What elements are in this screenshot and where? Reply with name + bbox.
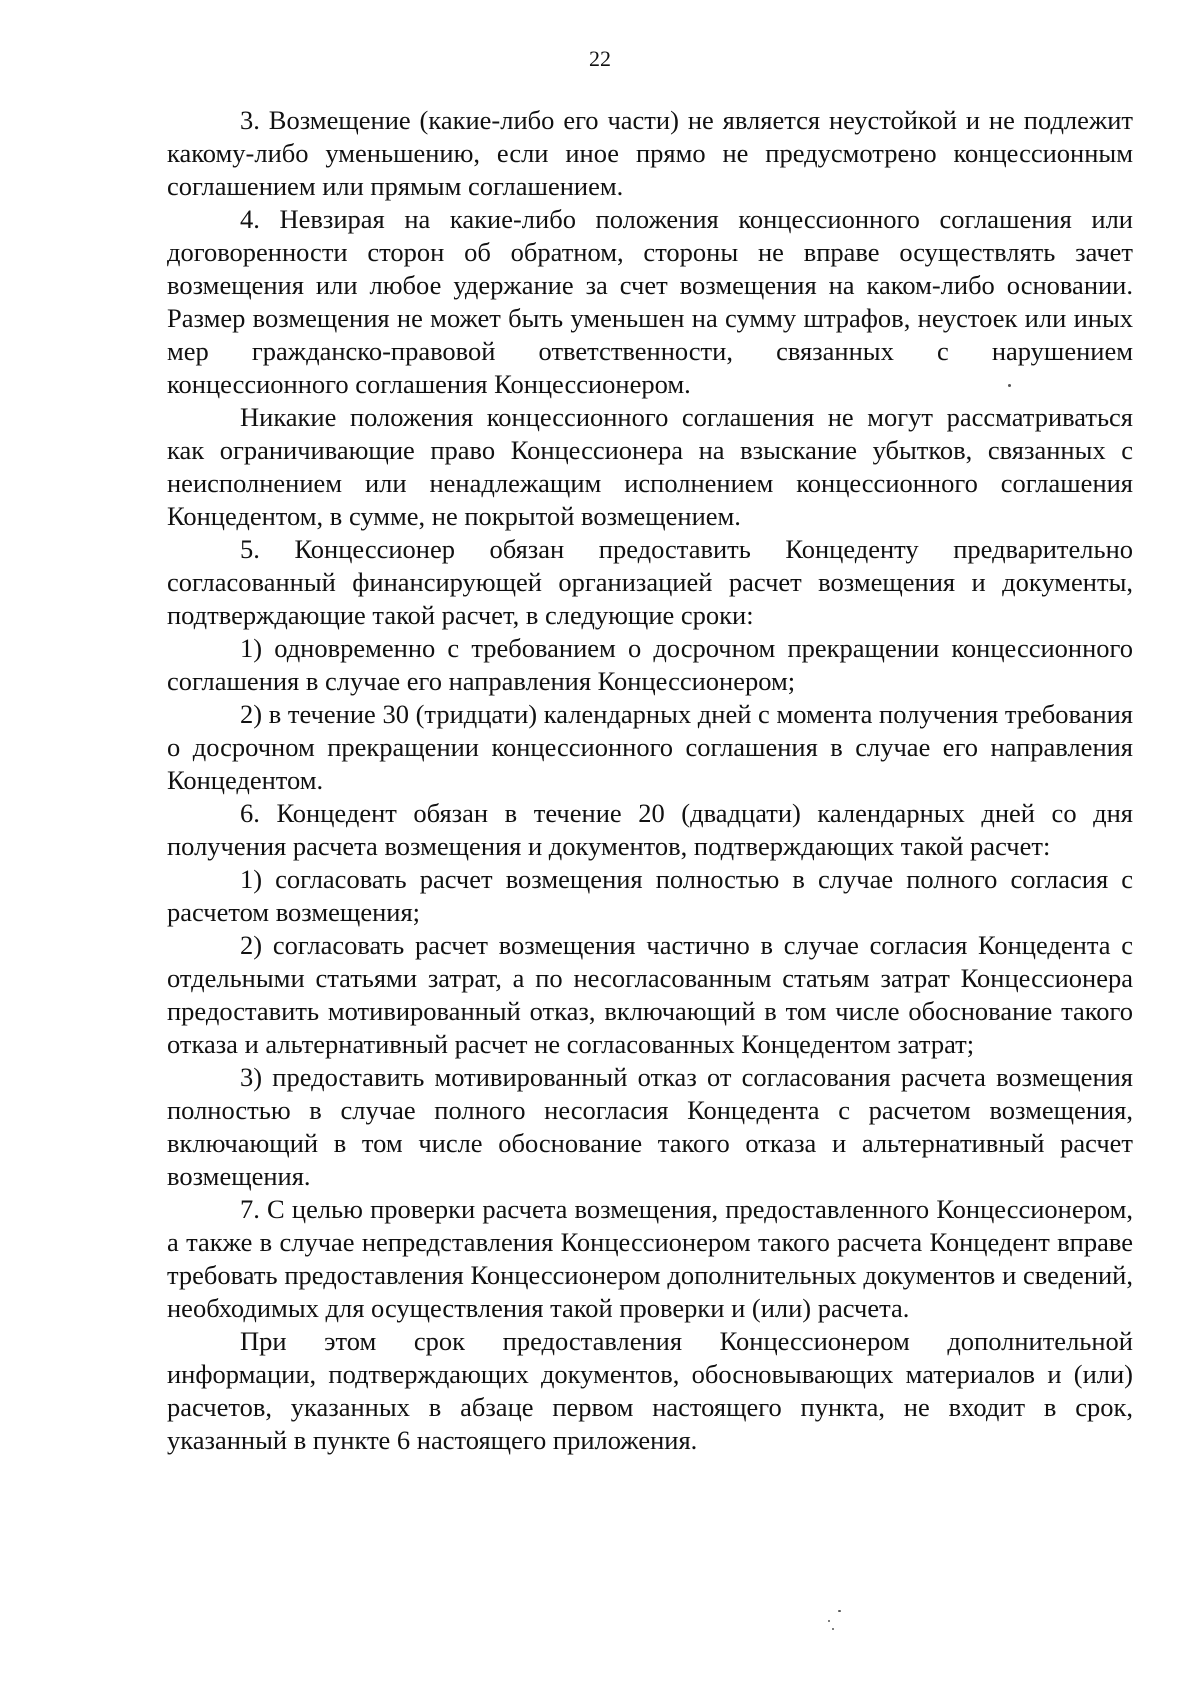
paragraph-3: 3. Возмещение (какие-либо его части) не является неустойкой и не подлежит какому-либо уменьшению, если иное прямо не предусмотрено концессионным соглашением или прямым соглашением. bbox=[167, 105, 1133, 201]
paragraph-5: 5. Концессионер обязан предоставить Концеденту предварительно согласованный финансирующей организацией расчет возмещения и документы, подтверждающие такой расчет, в следующие сроки: bbox=[167, 534, 1133, 630]
paragraph-4-continuation: Никакие положения концессионного соглашения не могут рассматриваться как ограничивающие право Концессионера на взыскание убытков, связанных с неисполнением или ненадлежащим исполнением концессионного соглашения Концедентом, в сумме, не покрытой возмещением. bbox=[167, 402, 1133, 531]
page-number: 22 bbox=[589, 46, 611, 71]
scan-speck bbox=[838, 1610, 841, 1612]
document-body bbox=[167, 104, 1133, 1457]
paragraph-7: 7. С целью проверки расчета возмещения, предоставленного Концессионером, а также в случае непредставления Концессионером такого расчета Концедент вправе требовать предоставления Концессионером дополнительных документов и сведений, необходимых для осуществления такой проверки и (или) расчета. bbox=[167, 1194, 1133, 1323]
paragraph-6: 6. Концедент обязан в течение 20 (двадцати) календарных дней со дня получения расчета возмещения и документов, подтверждающих такой расчет: bbox=[167, 798, 1133, 861]
paragraph-5-item-1: 1) одновременно с требованием о досрочном прекращении концессионного соглашения в случае его направления Концессионером; bbox=[167, 633, 1133, 696]
scan-speck bbox=[832, 1628, 834, 1630]
scan-speck bbox=[1008, 384, 1011, 387]
paragraph-4: 4. Невзирая на какие-либо положения концессионного соглашения или договоренности сторон об обратном, стороны не вправе осуществлять зачет возмещения или любое удержание за счет возмещения на каком-либо основании. Размер возмещения не может быть уменьшен на сумму штрафов, неустоек или иных мер гражданско-правовой ответственности, связанных с нарушением концессионного соглашения Концессионером. bbox=[167, 204, 1133, 399]
paragraph-7-continuation: При этом срок предоставления Концессионером дополнительной информации, подтверждающих документов, обосновывающих материалов и (или) расчетов, указанных в абзаце первом настоящего пункта, не входит в срок, указанный в пункте 6 настоящего приложения. bbox=[167, 1326, 1133, 1455]
paragraph-5-item-2: 2) в течение 30 (тридцати) календарных дней с момента получения требования о досрочном прекращении концессионного соглашения в случае его направления Концедентом. bbox=[167, 699, 1133, 795]
paragraph-6-item-3: 3) предоставить мотивированный отказ от согласования расчета возмещения полностью в случае полного несогласия Концедента с расчетом возмещения, включающий в том числе обоснование такого отказа и альтернативный расчет возмещения. bbox=[167, 1062, 1133, 1191]
paragraph-6-item-1: 1) согласовать расчет возмещения полностью в случае полного согласия с расчетом возмещения; bbox=[167, 864, 1133, 927]
paragraph-6-item-2: 2) согласовать расчет возмещения частично в случае согласия Концедента с отдельными статьями затрат, а по несогласованным статьям затрат Концессионера предоставить мотивированный отказ, включающий в том числе обоснование такого отказа и альтернативный расчет не согласованных Концедентом затрат; bbox=[167, 930, 1133, 1059]
scan-speck bbox=[828, 1620, 830, 1622]
